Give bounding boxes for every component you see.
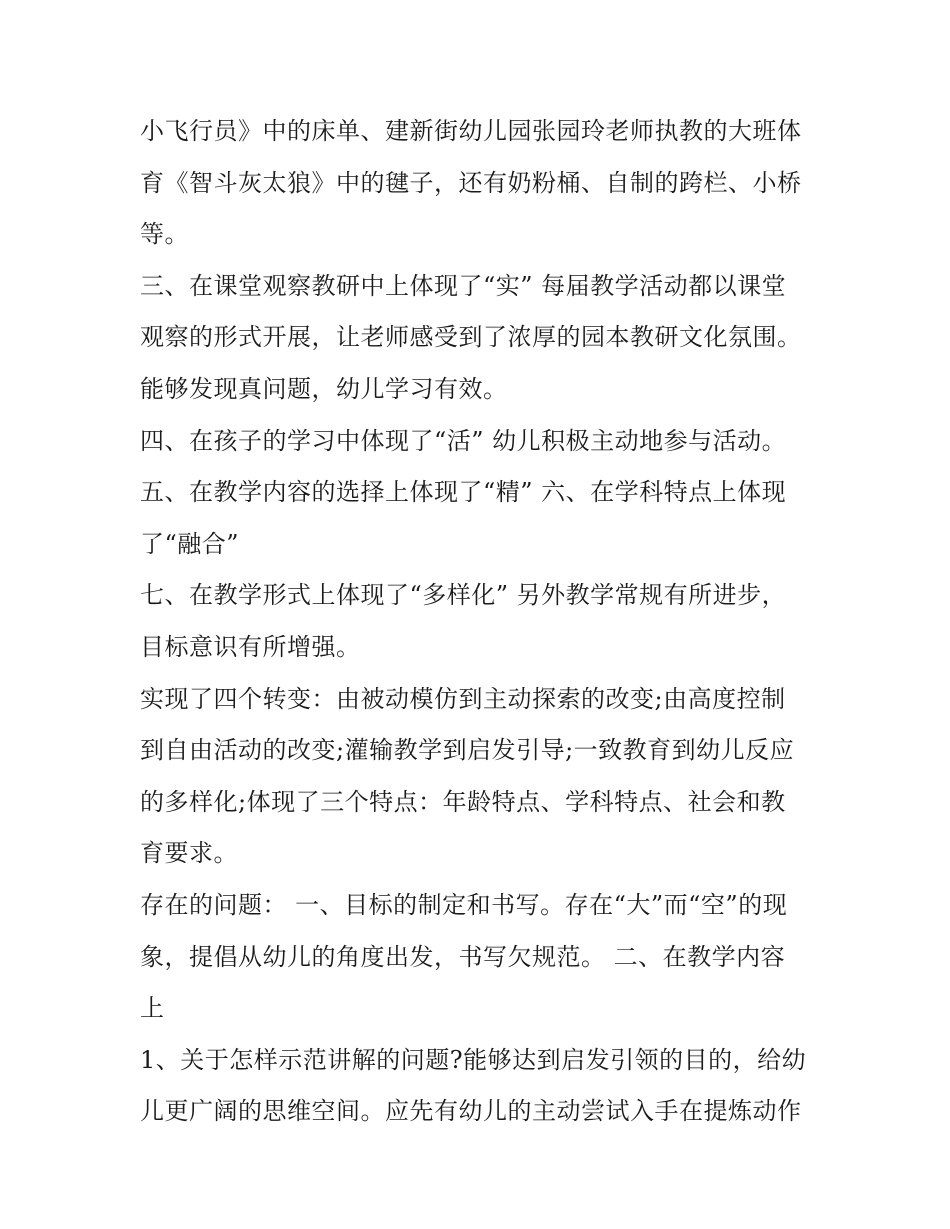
text-line: 小飞行员》中的床单、建新街幼儿园张园玲老师执教的大班体: [140, 117, 802, 145]
text-line: 能够发现真问题，幼儿学习有效。: [140, 374, 508, 403]
text-line: 儿更广阔的思维空间。应先有幼儿的主动尝试入手在提炼动作: [140, 1097, 802, 1126]
text-line: 的多样化;体现了三个特点：年龄特点、学科特点、社会和教: [140, 787, 786, 816]
text-line: 目标意识有所增强。: [140, 632, 361, 661]
text-line: 七、在教学形式上体现了“多样化” 另外教学常规有所进步，: [140, 581, 787, 610]
text-line: 等。: [140, 220, 189, 249]
text-line: 象，提倡从幼儿的角度出发，书写欠规范。 二、在教学内容: [140, 942, 786, 971]
text-line: 观察的形式开展，让老师感受到了浓厚的园本教研文化氛围。: [140, 323, 802, 352]
text-line: 五、在教学内容的选择上体现了“精” 六、在学科特点上体现: [140, 478, 787, 507]
text-line: 实现了四个转变：由被动模仿到主动探索的改变;由高度控制: [140, 684, 786, 713]
text-line: 了“融合”: [140, 529, 240, 558]
text-line: 上: [140, 994, 165, 1023]
text-line: 三、在课堂观察教研中上体现了“实” 每届教学活动都以课堂: [140, 271, 787, 300]
text-line: 1、关于怎样示范讲解的问题?能够达到启发引领的目的，给幼: [140, 1045, 807, 1074]
text-line: 四、在孩子的学习中体现了“活” 幼儿积极主动地参与活动。: [140, 426, 787, 455]
document-body: [140, 106, 830, 1138]
text-line: 育《智斗灰太狼》中的毽子，还有奶粉桶、自制的跨栏、小桥: [140, 168, 802, 197]
text-line: 育要求。: [140, 839, 238, 868]
text-line: 到自由活动的改变;灌输教学到启发引导;一致教育到幼儿反应: [140, 736, 795, 765]
text-line: 存在的问题： 一、目标的制定和书写。存在“大”而“空”的现: [140, 890, 788, 919]
